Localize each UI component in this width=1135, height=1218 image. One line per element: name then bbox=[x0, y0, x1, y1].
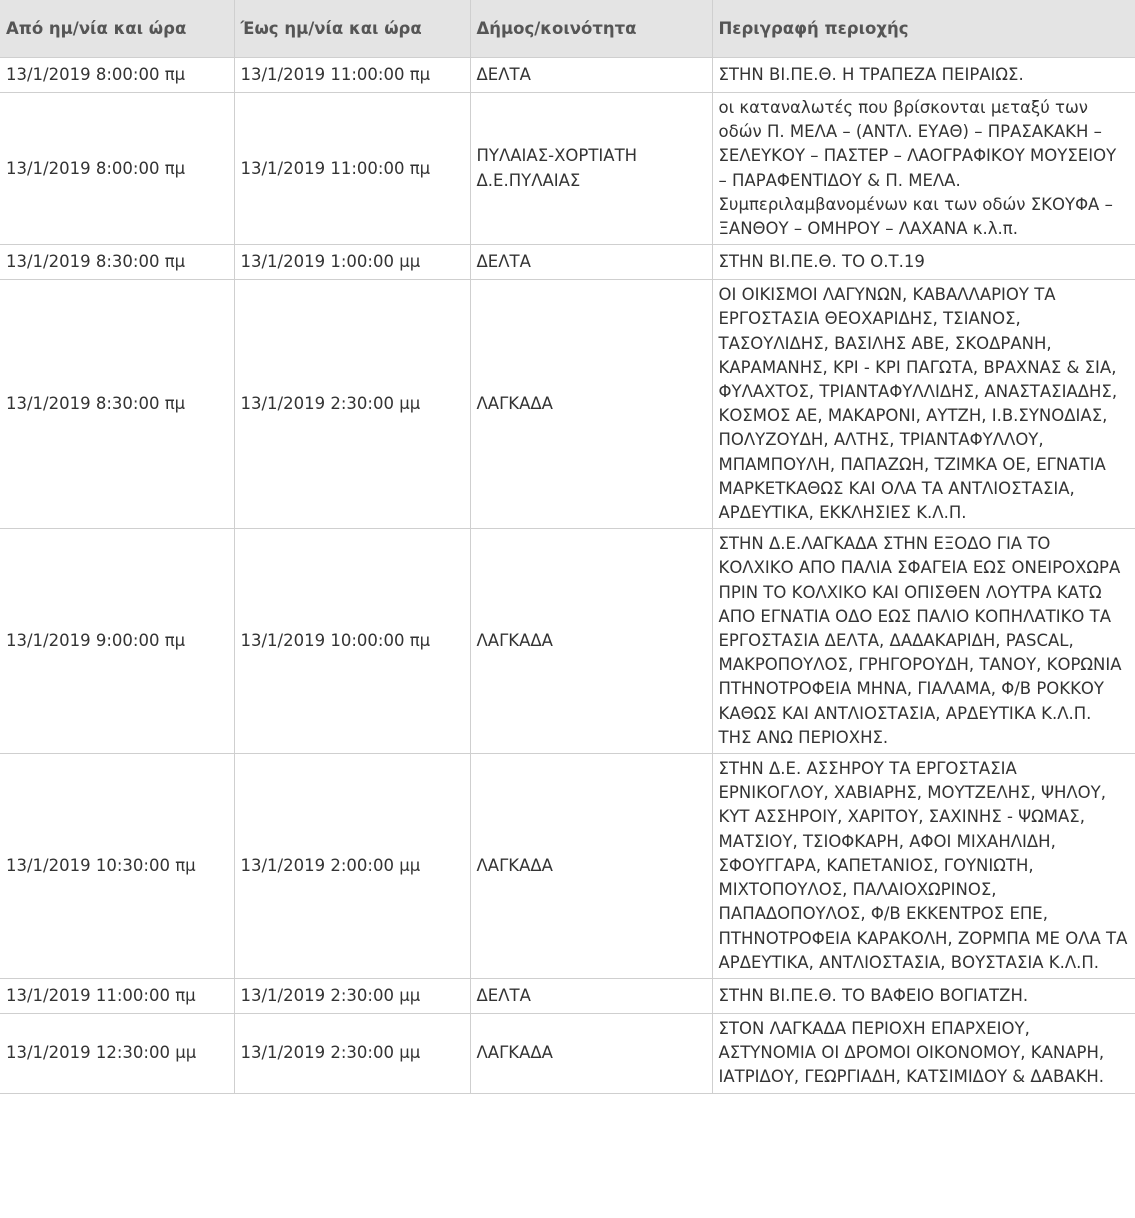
table-row bbox=[0, 93, 1135, 245]
cell-municipality: ΔΕΛΤΑ bbox=[470, 978, 712, 1013]
cell-to: 13/1/2019 10:00:00 πμ bbox=[234, 529, 470, 754]
cell-municipality: ΠΥΛΑΙΑΣ-ΧΟΡΤΙΑΤΗ Δ.Ε.ΠΥΛΑΙΑΣ bbox=[470, 93, 712, 245]
cell-to: 13/1/2019 11:00:00 πμ bbox=[234, 93, 470, 245]
header-description: Περιγραφή περιοχής bbox=[712, 0, 1135, 58]
cell-description: ΟΙ ΟΙΚΙΣΜΟΙ ΛΑΓΥΝΩΝ, ΚΑΒΑΛΛΑΡΙΟΥ ΤΑ ΕΡΓΟΣΤΑΣΙΑ ΘΕΟΧΑΡΙΔΗΣ, ΤΣΙΑΝΟΣ, ΤΑΣΟΥΛΙΔΗΣ, ΒΑΣΙΛΗΣ ΑΒΕ, ΣΚΟΔΡΑΝΗ, ΚΑΡΑΜΑΝΗΣ, ΚΡΙ - ΚΡΙ ΠΑΓΩΤΑ, ΒΡΑΧΝΑΣ & ΣΙΑ, ΦΥΛΑΧΤΟΣ, ΤΡΙΑΝΤΑΦΥΛΛΙΔΗΣ, ΑΝΑΣΤΑΣΙΑΔΗΣ, ΚΟΣΜΟΣ ΑΕ, ΜΑΚΑΡΟΝΙ, ΑΥΤΖΗ, Ι.Β.ΣΥΝΟΔΙΑΣ, ΠΟΛΥΖΟΥΔΗ, ΑΛΤΗΣ, ΤΡΙΑΝΤΑΦΥΛΛΟΥ, ΜΠΑΜΠΟΥΛΗ, ΠΑΠΑΖΩΗ, ΤΖΙΜΚΑ ΟΕ, ΕΓΝΑΤΙΑ ΜΑΡΚΕΤΚΑΘΩΣ ΚΑΙ ΟΛΑ ΤΑ ΑΝΤΛΙΟΣΤΑΣΙΑ, ΑΡΔΕΥΤΙΚΑ, ΕΚΚΛΗΣΙΕΣ Κ.Λ.Π. bbox=[712, 280, 1135, 529]
cell-from: 13/1/2019 8:00:00 πμ bbox=[0, 93, 234, 245]
cell-from: 13/1/2019 9:00:00 πμ bbox=[0, 529, 234, 754]
cell-description: οι καταναλωτές που βρίσκονται μεταξύ των οδών Π. ΜΕΛΑ – (ΑΝΤΛ. ΕΥΑΘ) – ΠΡΑΣΑΚΑΚΗ – ΣΕΛΕΥΚΟΥ – ΠΑΣΤΕΡ – ΛΑΟΓΡΑΦΙΚΟΥ ΜΟΥΣΕΙΟΥ – ΠΑΡΑΦΕΝΤΙΔΟΥ & Π. ΜΕΛΑ. Συμπεριλαμβανομένων και των οδών ΣΚΟΥΦΑ – ΞΑΝΘΟΥ – ΟΜΗΡΟΥ – ΛΑΧΑΝΑ κ.λ.π. bbox=[712, 93, 1135, 245]
header-row bbox=[0, 0, 1135, 58]
cell-municipality: ΔΕΛΤΑ bbox=[470, 58, 712, 93]
table-row bbox=[0, 245, 1135, 280]
cell-from: 13/1/2019 12:30:00 μμ bbox=[0, 1013, 234, 1093]
table-row bbox=[0, 1013, 1135, 1093]
cell-to: 13/1/2019 2:30:00 μμ bbox=[234, 280, 470, 529]
cell-to: 13/1/2019 2:00:00 μμ bbox=[234, 754, 470, 979]
cell-description: ΣΤΗΝ ΒΙ.ΠΕ.Θ. ΤΟ Ο.Τ.19 bbox=[712, 245, 1135, 280]
cell-from: 13/1/2019 11:00:00 πμ bbox=[0, 978, 234, 1013]
cell-municipality: ΛΑΓΚΑΔΑ bbox=[470, 529, 712, 754]
header-to: Έως ημ/νία και ώρα bbox=[234, 0, 470, 58]
table-row bbox=[0, 529, 1135, 754]
cell-to: 13/1/2019 2:30:00 μμ bbox=[234, 978, 470, 1013]
cell-to: 13/1/2019 2:30:00 μμ bbox=[234, 1013, 470, 1093]
cell-municipality: ΛΑΓΚΑΔΑ bbox=[470, 280, 712, 529]
table-row bbox=[0, 58, 1135, 93]
cell-description: ΣΤΗΝ ΒΙ.ΠΕ.Θ. ΤΟ ΒΑΦΕΙΟ ΒΟΓΙΑΤΖΗ. bbox=[712, 978, 1135, 1013]
cell-description: ΣΤΟΝ ΛΑΓΚΑΔΑ ΠΕΡΙΟΧΗ ΕΠΑΡΧΕΙΟΥ, ΑΣΤΥΝΟΜΙΑ ΟΙ ΔΡΟΜΟΙ ΟΙΚΟΝΟΜΟΥ, ΚΑΝΑΡΗ, ΙΑΤΡΙΔΟΥ, ΓΕΩΡΓΙΑΔΗ, ΚΑΤΣΙΜΙΔΟΥ & ΔΑΒΑΚΗ. bbox=[712, 1013, 1135, 1093]
cell-from: 13/1/2019 8:30:00 πμ bbox=[0, 245, 234, 280]
table-row bbox=[0, 978, 1135, 1013]
cell-municipality: ΛΑΓΚΑΔΑ bbox=[470, 754, 712, 979]
table-row bbox=[0, 754, 1135, 979]
cell-from: 13/1/2019 8:00:00 πμ bbox=[0, 58, 234, 93]
cell-from: 13/1/2019 8:30:00 πμ bbox=[0, 280, 234, 529]
cell-description: ΣΤΗΝ Δ.Ε.ΛΑΓΚΑΔΑ ΣΤΗΝ ΕΞΟΔΟ ΓΙΑ ΤΟ ΚΟΛΧΙΚΟ ΑΠΟ ΠΑΛΙΑ ΣΦΑΓΕΙΑ ΕΩΣ ΟΝΕΙΡΟΧΩΡΑ ΠΡΙΝ ΤΟ ΚΟΛΧΙΚΟ ΚΑΙ ΟΠΙΣΘΕΝ ΛΟΥΤΡΑ ΚΑΤΩ ΑΠΟ ΕΓΝΑΤΙΑ ΟΔΟ ΕΩΣ ΠΑΛΙΟ ΚΟΠΗΛΑΤΙΚΟ ΤΑ ΕΡΓΟΣΤΑΣΙΑ ΔΕΛΤΑ, ΔΑΔΑΚΑΡΙΔΗ, PASCAL, ΜΑΚΡΟΠΟΥΛΟΣ, ΓΡΗΓΟΡΟΥΔΗ, ΤΑΝΟΥ, ΚΟΡΩΝΙΑ ΠΤΗΝΟΤΡΟΦΕΙΑ ΜΗΝΑ, ΓΙΑΛΑΜΑ, Φ/Β ΡΟΚΚΟΥ ΚΑΘΩΣ ΚΑΙ ΑΝΤΛΙΟΣΤΑΣΙΑ, ΑΡΔΕΥΤΙΚΑ Κ.Λ.Π. ΤΗΣ ΑΝΩ ΠΕΡΙΟΧΗΣ. bbox=[712, 529, 1135, 754]
cell-municipality: ΛΑΓΚΑΔΑ bbox=[470, 1013, 712, 1093]
cell-description: ΣΤΗΝ Δ.Ε. ΑΣΣΗΡΟΥ ΤΑ ΕΡΓΟΣΤΑΣΙΑ ΕΡΝΙΚΟΓΛΟΥ, ΧΑΒΙΑΡΗΣ, ΜΟΥΤΖΕΛΗΣ, ΨΗΛΟΥ, ΚΥΤ ΑΣΣΗΡΟΙΥ, ΧΑΡΙΤΟΥ, ΣΑΧΙΝΗΣ - ΨΩΜΑΣ, ΜΑΤΣΙΟΥ, ΤΣΙΟΦΚΑΡΗ, ΑΦΟΙ ΜΙΧΑΗΛΙΔΗ, ΣΦΟΥΓΓΑΡΑ, ΚΑΠΕΤΑΝΙΟΣ, ΓΟΥΝΙΩΤΗ, ΜΙΧΤΟΠΟΥΛΟΣ, ΠΑΛΑΙΟΧΩΡΙΝΟΣ, ΠΑΠΑΔΟΠΟΥΛΟΣ, Φ/Β ΕΚΚΕΝΤΡΟΣ ΕΠΕ, ΠΤΗΝΟΤΡΟΦΕΙΑ ΚΑΡΑΚΟΛΗ, ΖΟΡΜΠΑ ΜΕ ΟΛΑ ΤΑ ΑΡΔΕΥΤΙΚΑ, ΑΝΤΛΙΟΣΤΑΣΙΑ, ΒΟΥΣΤΑΣΙΑ Κ.Λ.Π. bbox=[712, 754, 1135, 979]
cell-to: 13/1/2019 1:00:00 μμ bbox=[234, 245, 470, 280]
cell-municipality: ΔΕΛΤΑ bbox=[470, 245, 712, 280]
table-row bbox=[0, 280, 1135, 529]
cell-description: ΣΤΗΝ ΒΙ.ΠΕ.Θ. Η ΤΡΑΠΕΖΑ ΠΕΙΡΑΙΩΣ. bbox=[712, 58, 1135, 93]
header-municipality: Δήμος/κοινότητα bbox=[470, 0, 712, 58]
cell-from: 13/1/2019 10:30:00 πμ bbox=[0, 754, 234, 979]
header-from: Από ημ/νία και ώρα bbox=[0, 0, 234, 58]
cell-to: 13/1/2019 11:00:00 πμ bbox=[234, 58, 470, 93]
